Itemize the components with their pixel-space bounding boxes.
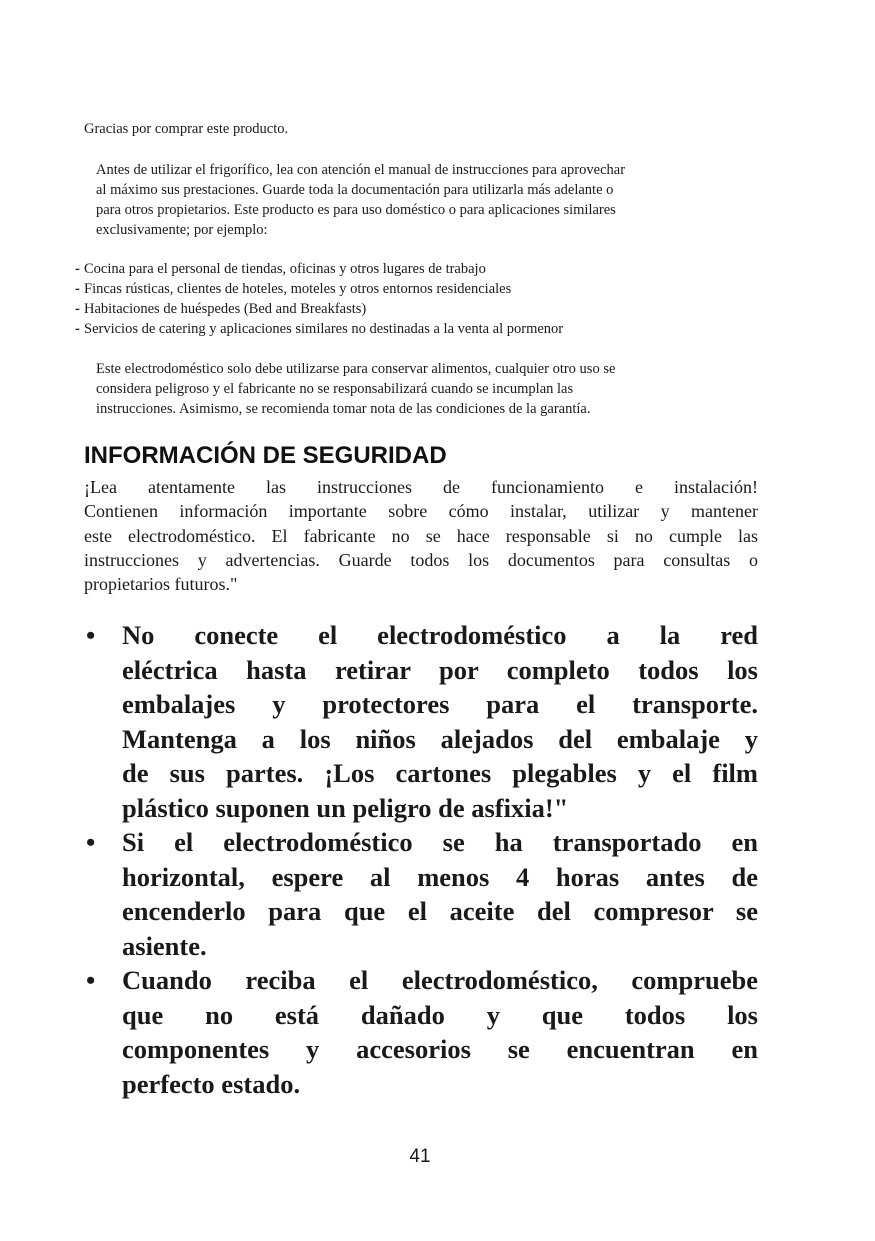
text-line: eléctrica hasta retirar por completo todos los — [122, 654, 758, 685]
text-line: que no está dañado y que todos los — [122, 999, 758, 1030]
text-line: plástico suponen un peligro de asfixia!" — [122, 792, 569, 823]
text-line: embalajes y protectores para el transporte. — [122, 689, 758, 719]
thanks-line: Gracias por comprar este producto. — [84, 121, 289, 137]
text-line: al máximo sus prestaciones. Guarde toda la documentación para utilizarla más adelante o — [96, 182, 614, 198]
usage-list — [75, 259, 564, 339]
list-item — [75, 259, 563, 279]
text-line: exclusivamente; por ejemplo: — [96, 222, 268, 238]
text-line: considera peligroso y el fabricante no se responsabilizará cuando se incumplan las — [96, 381, 574, 397]
bullet-item — [84, 618, 758, 825]
text-line: encenderlo para que el aceite del compresor se — [122, 896, 758, 926]
text-line: Este electrodoméstico solo debe utilizarse para conservar alimentos, cualquier otro uso se — [96, 361, 616, 377]
text-line: Si el electrodoméstico se ha transportado en — [122, 827, 758, 857]
list-item — [75, 319, 564, 339]
dash-marker: - — [75, 321, 80, 337]
text-line: Antes de utilizar el frigorífico, lea con atención el manual de instrucciones para aprovechar — [96, 162, 626, 178]
list-item — [75, 279, 563, 299]
list-item-text: Servicios de catering y aplicaciones similares no destinadas a la venta al pormenor — [84, 321, 564, 337]
dash-marker: - — [75, 301, 80, 317]
text-line: ¡Lea atentamente las instrucciones de funcionamiento e instalación! — [84, 477, 758, 497]
text-line: No conecte el electrodoméstico a la red — [122, 620, 758, 650]
bullet-item — [84, 825, 758, 963]
list-item-text: Fincas rústicas, clientes de hoteles, moteles y otros entornos residenciales — [84, 281, 512, 297]
list-item-text: Cocina para el personal de tiendas, oficinas y otros lugares de trabajo — [84, 261, 486, 277]
thanks-text — [84, 119, 288, 139]
bullet-marker: • — [86, 620, 96, 650]
text-line: instrucciones y advertencias. Guarde todos los documentos para consultas o — [84, 549, 758, 570]
text-line: instrucciones. Asimismo, se recomienda tomar nota de las condiciones de la garantía. — [96, 401, 591, 417]
text-line: Mantenga a los niños alejados del embalaje y — [122, 723, 758, 754]
usage-warning-paragraph — [96, 359, 615, 419]
text-line: Contienen información importante sobre cómo instalar, utilizar y mantener — [84, 501, 758, 522]
bullet-marker: • — [86, 827, 96, 857]
bullet-marker: • — [86, 965, 96, 995]
intro-paragraph — [96, 160, 625, 240]
safety-bullet-list — [84, 618, 758, 1101]
list-item-text: Habitaciones de huéspedes (Bed and Breakfasts) — [84, 301, 367, 317]
text-line: perfecto estado. — [122, 1068, 301, 1099]
dash-marker: - — [75, 281, 80, 297]
page-number: 41 — [409, 1146, 431, 1167]
dash-marker: - — [75, 261, 80, 277]
safety-paragraph — [84, 475, 758, 596]
text-line: para otros propietarios. Este producto es para uso doméstico o para aplicaciones similares — [96, 202, 616, 218]
text-line: propietarios futuros." — [84, 574, 238, 595]
bullet-item — [84, 963, 758, 1101]
text-line: este electrodoméstico. El fabricante no se hace responsable si no cumple las — [84, 525, 758, 546]
text-line: de sus partes. ¡Los cartones plegables y el film — [122, 758, 758, 788]
text-line: asiente. — [122, 930, 207, 961]
section-heading: INFORMACIÓN DE SEGURIDAD — [84, 442, 447, 469]
text-line: componentes y accesorios se encuentran en — [122, 1034, 758, 1064]
text-line: Cuando reciba el electrodoméstico, compruebe — [122, 965, 758, 995]
list-item — [75, 299, 563, 319]
text-line: horizontal, espere al menos 4 horas antes de — [122, 861, 758, 892]
